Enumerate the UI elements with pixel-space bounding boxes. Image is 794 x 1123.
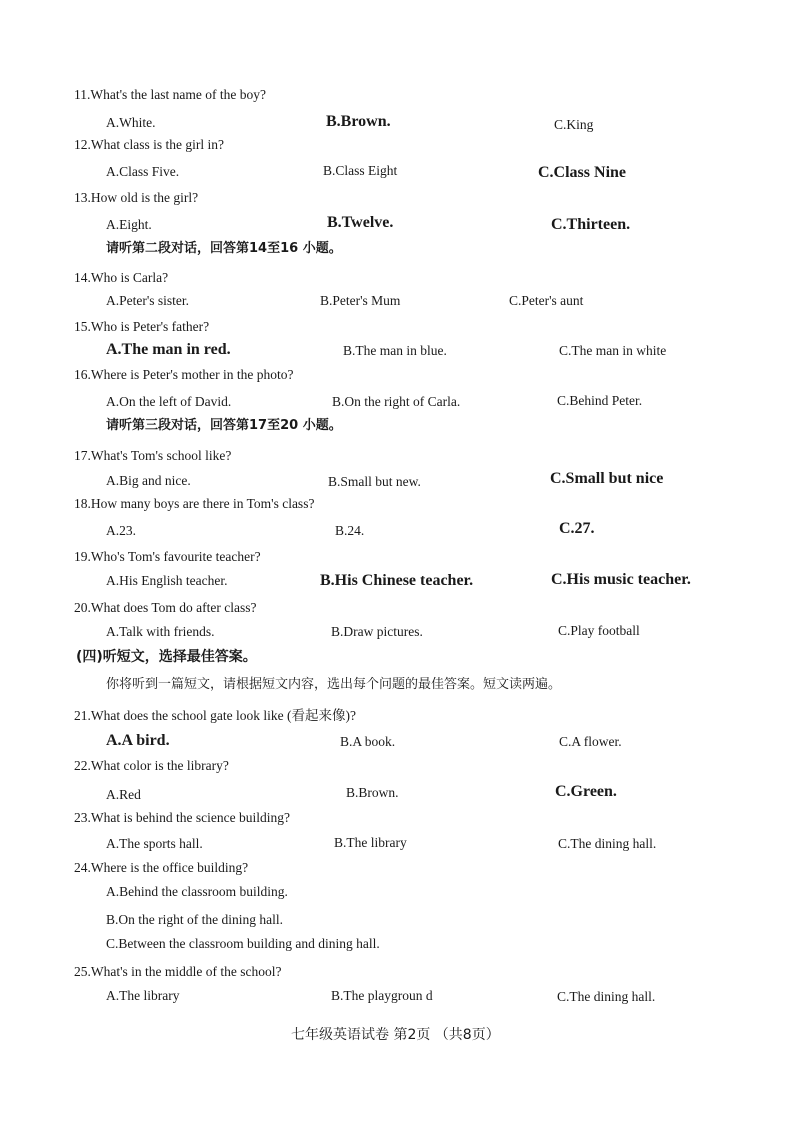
q23-option-a: A.The sports hall. <box>106 836 203 851</box>
q16-option-a: A.On the left of David. <box>106 394 232 409</box>
dialogue-3-instruction: 请听第三段对话，回答第17至20 小题。 <box>106 418 342 433</box>
q18-option-b: B.24. <box>335 523 365 538</box>
question-20: 20.What does Tom do after class? <box>74 600 257 615</box>
question-19: 19.Who's Tom's favourite teacher? <box>74 549 261 564</box>
q18-option-c: C.27. <box>559 520 595 537</box>
q25-option-b: B.The playgroun d <box>331 988 433 1003</box>
section-4-description: 你将听到一篇短文，请根据短文内容，选出每个问题的最佳答案。短文读两遍。 <box>106 677 562 692</box>
section-4-title: (四)听短文，选择最佳答案。 <box>76 649 257 665</box>
q18-option-a: A.23. <box>106 523 136 538</box>
question-24: 24.Where is the office building? <box>74 860 249 875</box>
question-13: 13.How old is the girl? <box>74 190 199 205</box>
q22-option-a: A.Red <box>106 787 141 802</box>
q16-option-c: C.Behind Peter. <box>557 393 643 408</box>
q22-option-c: C.Green. <box>555 783 617 800</box>
q20-option-a: A.Talk with friends. <box>106 624 215 639</box>
q24-option-a: A.Behind the classroom building. <box>106 884 288 899</box>
question-21: 21.What does the school gate look like (看起来像)? <box>74 708 356 723</box>
q24-option-c: C.Between the classroom building and dining hall. <box>106 936 380 951</box>
q17-option-b: B.Small but new. <box>328 474 421 489</box>
q12-option-a: A.Class Five. <box>106 164 180 179</box>
question-25: 25.What's in the middle of the school? <box>74 964 282 979</box>
q14-option-b: B.Peter's Mum <box>320 293 401 308</box>
q12-option-c: C.Class Nine <box>538 164 627 181</box>
q17-option-a: A.Big and nice. <box>106 473 191 488</box>
page-footer: 七年级英语试卷 第2页 （共8页） <box>291 1027 500 1043</box>
q16-option-b: B.On the right of Carla. <box>332 394 461 409</box>
q23-option-b: B.The library <box>334 835 407 850</box>
q19-option-a: A.His English teacher. <box>106 573 228 588</box>
question-11: 11.What's the last name of the boy? <box>74 87 266 102</box>
question-18: 18.How many boys are there in Tom's class? <box>74 496 315 511</box>
q19-option-b: B.His Chinese teacher. <box>320 572 474 589</box>
dialogue-2-instruction: 请听第二段对话，回答第14至16 小题。 <box>106 241 342 256</box>
q20-option-c: C.Play football <box>558 623 640 638</box>
q11-option-c: C.King <box>554 117 594 132</box>
q21-option-b: B.A book. <box>340 734 396 749</box>
question-12: 12.What class is the girl in? <box>74 137 224 152</box>
question-15: 15.Who is Peter's father? <box>74 319 210 334</box>
q12-option-b: B.Class Eight <box>323 163 398 178</box>
q25-option-c: C.The dining hall. <box>557 989 656 1004</box>
q13-option-c: C.Thirteen. <box>551 216 631 233</box>
q15-option-b: B.The man in blue. <box>343 343 447 358</box>
q19-option-c: C.His music teacher. <box>551 571 691 588</box>
question-16: 16.Where is Peter's mother in the photo? <box>74 367 294 382</box>
q23-option-c: C.The dining hall. <box>558 836 657 851</box>
q15-option-c: C.The man in white <box>559 343 667 358</box>
q17-option-c: C.Small but nice <box>550 470 664 487</box>
q21-option-c: C.A flower. <box>559 734 622 749</box>
q21-option-a: A.A bird. <box>106 732 170 749</box>
q11-option-b: B.Brown. <box>326 113 391 130</box>
question-14: 14.Who is Carla? <box>74 270 169 285</box>
q24-option-b: B.On the right of the dining hall. <box>106 912 283 927</box>
question-17: 17.What's Tom's school like? <box>74 448 232 463</box>
q20-option-b: B.Draw pictures. <box>331 624 423 639</box>
q11-option-a: A.White. <box>106 115 156 130</box>
q22-option-b: B.Brown. <box>346 785 399 800</box>
q15-option-a: A.The man in red. <box>106 341 231 358</box>
question-23: 23.What is behind the science building? <box>74 810 290 825</box>
q14-option-a: A.Peter's sister. <box>106 293 190 308</box>
q14-option-c: C.Peter's aunt <box>509 293 584 308</box>
q25-option-a: A.The library <box>106 988 180 1003</box>
q13-option-a: A.Eight. <box>106 217 152 232</box>
q13-option-b: B.Twelve. <box>327 214 394 231</box>
question-22: 22.What color is the library? <box>74 758 229 773</box>
